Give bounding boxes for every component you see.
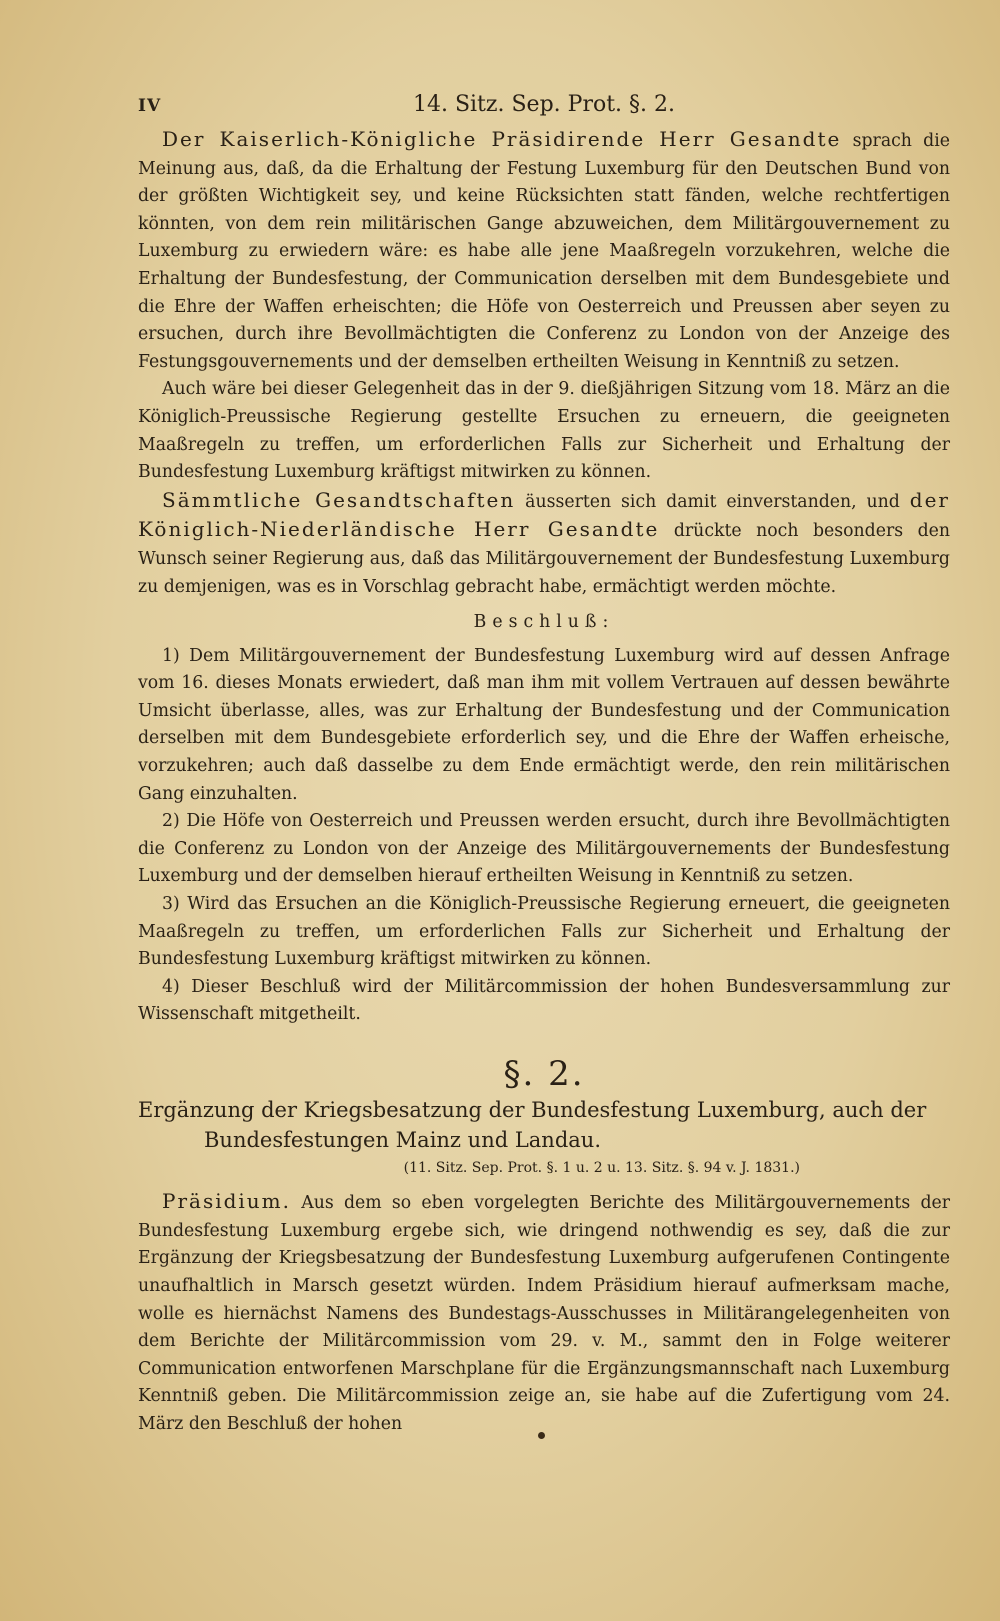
paragraph-3-lead-2: der Königlich-Niederländische Herr Gesandte: [138, 487, 950, 542]
paragraph-1-lead: Der Kaiserlich-Königliche Präsidirende Herr Gesandte: [162, 127, 842, 151]
running-title: 14. Sitz. Sep. Prot. §. 2.: [412, 92, 676, 117]
section-body: [138, 1188, 950, 1438]
ink-dot: [538, 1432, 545, 1439]
beschluss-item-4: 4) Dieser Beschluß wird der Militärcommission der hohen Bundesversammlung zur Wissenschaft mitgetheilt.: [138, 976, 950, 1025]
paragraph-2: Auch wäre bei dieser Gelegenheit das in der 9. dießjährigen Sitzung vom 18. März an die Königlich-Preussische Regierung gestellte Ersuchen zu erneuern, die geeigneten Maaßregeln zu treffen, um erforderlichen Falls zur Sicherheit und Erhaltung der Bundesfestung Luxemburg kräftigst mitwirken zu können.: [138, 379, 950, 483]
section-citation: (11. Sitz. Sep. Prot. §. 1 u. 2 u. 13. Sitz. §. 94 v. J. 1831.): [403, 1159, 800, 1176]
paragraph-1: [138, 126, 950, 376]
section-title-line-2: Bundesfestungen Mainz und Landau.: [204, 1127, 601, 1152]
beschluss-item-2: 2) Die Höfe von Oesterreich und Preussen werden ersucht, durch ihre Bevollmächtigten die Conferenz zu London von der Anzeige des Militärgouvernements der Bundesfestung Luxemburg und der demselben hierauf ertheilten Weisung in Kenntniß zu setzen.: [138, 811, 950, 887]
section-number: §. 2.: [503, 1054, 585, 1094]
paragraph-3-mid: äusserten sich damit einverstanden, und: [525, 491, 900, 512]
beschluss-item-3: 3) Wird das Ersuchen an die Königlich-Preussische Regierung erneuert, die geeigneten Maaßregeln zu treffen, um erforderlichen Falls zur Sicherheit und Erhaltung der Bundesfestung Luxemburg kräftigst mitwirken zu können.: [138, 894, 950, 970]
beschluss-heading: Beschluß:: [473, 612, 615, 633]
paragraph-3: [138, 487, 950, 601]
section-title: [138, 1095, 950, 1155]
paragraph-1-text: sprach die Meinung aus, daß, da die Erhaltung der Festung Luxemburg für den Deutschen Bund von der größten Wichtigkeit sey, und keine Rücksichten statt fänden, welche rechtfertigen könnten, von dem rein militärischen Gange abzuweichen, dem Militärgouvernement zu Luxemburg zu erwiedern wäre: es habe alle jene Maaßregeln vorzukehren, welche die Erhaltung der Bundesfestung, der Communication derselben mit dem Bundesgebiete und die Ehre der Waffen erheischten; die Höfe von Oesterreich und Preussen aber seyen zu ersuchen, durch ihre Bevollmächtigten die Conferenz zu London von der Anzeige des Festungsgouvernements und der demselben ertheilten Weisung in Kenntniß zu setzen.: [138, 131, 950, 372]
section-body-lead: Präsidium.: [162, 1189, 292, 1214]
section-body-text: Aus dem so eben vorgelegten Berichte des Militärgouvernements der Bundesfestung Luxemburg ergebe sich, wie dringend nothwendig es sey, daß die zur Ergänzung der Kriegsbesatzung der Bundesfestung Luxemburg aufgerufenen Contingente unaufhaltlich in Marsch gesetzt würden. Indem Präsidium hierauf aufmerksam mache, wolle es hiernächst Namens des Bundestags-Ausschusses in Militärangelegenheiten von dem Berichte der Militärcommission vom 29. v. M., sammt den in Folge weiterer Communication entworfenen Marschplane für die Ergänzungsmannschaft nach Luxemburg Kenntniß geben. Die Militärcommission zeige an, sie habe auf die Zufertigung vom 24. März den Beschluß der hohen: [138, 1193, 950, 1434]
beschluss-item-1: 1) Dem Militärgouvernement der Bundesfestung Luxemburg wird auf dessen Anfrage vom 16. dieses Monats erwiedert, daß man ihm mit vollem Vertrauen auf dessen bewährte Umsicht überlasse, alles, was zur Erhaltung der Bundesfestung und der Communication derselben mit dem Bundesgebiete erforderlich sey, und die Ehre der Waffen erheische, vorzukehren; auch daß dasselbe zu dem Ende ermächtigt werde, den rein militärischen Gang einzuhalten.: [138, 645, 950, 804]
section-title-line-1: Ergänzung der Kriegsbesatzung der Bundesfestung Luxemburg, auch der: [138, 1097, 927, 1122]
page-header: [138, 86, 950, 126]
page-number: IV: [138, 96, 162, 116]
paragraph-3-text: drückte noch besonders den Wunsch seiner Regierung aus, daß das Militärgouvernement der Bundesfestung Luxemburg zu demjenigen, was es in Vorschlag gebracht habe, ermächtigt werden möchte.: [138, 521, 950, 597]
paragraph-3-lead: Sämmtliche Gesandtschaften: [162, 487, 516, 512]
